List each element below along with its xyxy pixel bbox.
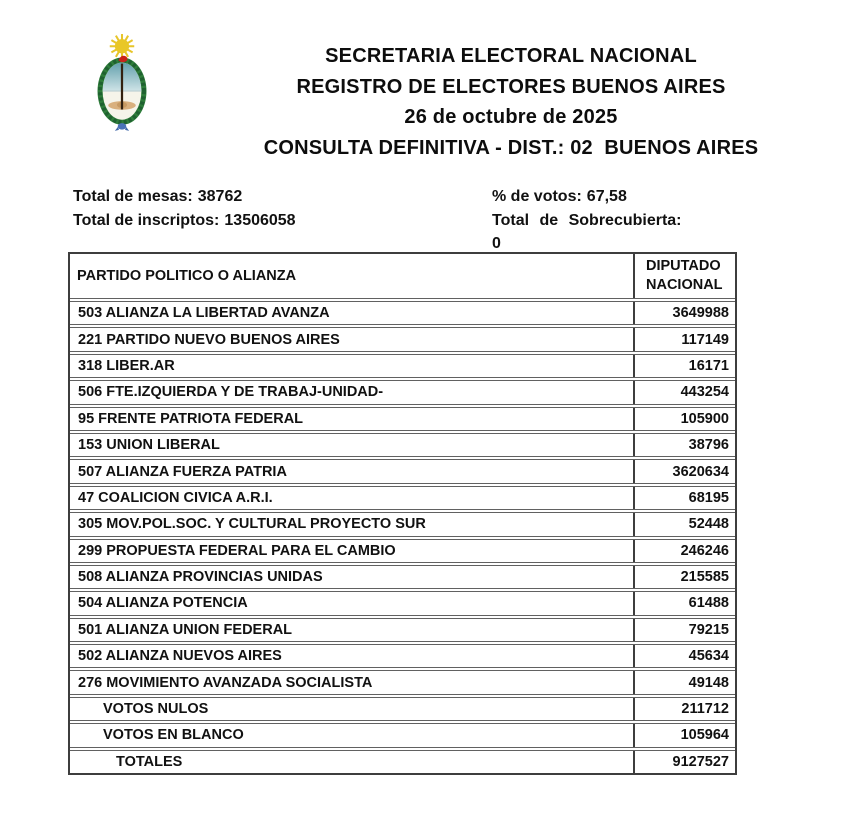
stats-left-column <box>73 185 296 232</box>
stat-votos-pct-value: 67,58 <box>586 188 627 205</box>
party-name-cell: 47 COALICION CIVICA A.R.I. <box>78 489 273 506</box>
votes-count-cell: 45634 <box>633 645 735 667</box>
sun-icon <box>110 34 134 58</box>
column-header-nacional: NACIONAL <box>646 277 723 293</box>
party-name-cell: 276 MOVIMIENTO AVANZADA SOCIALISTA <box>78 674 373 691</box>
table-row <box>70 562 735 588</box>
table-row <box>70 694 735 720</box>
stat-total-inscriptos <box>73 209 296 233</box>
party-name-cell: 305 MOV.POL.SOC. Y CULTURAL PROYECTO SUR <box>78 516 426 533</box>
votes-count-cell: 38796 <box>633 434 735 456</box>
stat-total-mesas-label: Total de mesas: <box>73 188 193 205</box>
table-row <box>70 324 735 350</box>
party-name-cell: VOTOS EN BLANCO <box>103 727 244 744</box>
party-name-cell: 221 PARTIDO NUEVO BUENOS AIRES <box>78 331 340 348</box>
party-name-cell: 502 ALIANZA NUEVOS AIRES <box>78 648 282 665</box>
stat-total-mesas <box>73 185 296 209</box>
votes-count-cell: 61488 <box>633 592 735 614</box>
table-row <box>70 404 735 430</box>
table-row <box>70 615 735 641</box>
votes-count-cell: 68195 <box>633 487 735 509</box>
votes-count-cell: 105964 <box>633 724 735 746</box>
table-row <box>70 430 735 456</box>
votes-count-cell: 3649988 <box>633 302 735 324</box>
party-name-cell: 95 FRENTE PATRIOTA FEDERAL <box>78 410 304 427</box>
party-name-cell: 153 UNION LIBERAL <box>78 437 220 454</box>
stat-sobrecubierta-label: Total de Sobrecubierta: <box>492 211 682 229</box>
votes-count-cell: 79215 <box>633 619 735 641</box>
votes-count-cell: 9127527 <box>633 751 735 773</box>
table-row <box>70 588 735 614</box>
votes-count-cell: 215585 <box>633 566 735 588</box>
table-row <box>70 747 735 773</box>
title-consulta: CONSULTA DEFINITIVA - DIST.: 02 BUENOS AIRES <box>263 136 759 159</box>
table-row <box>70 509 735 535</box>
stat-total-mesas-value: 38762 <box>197 188 243 205</box>
votes-count-cell: 52448 <box>633 513 735 535</box>
table-row <box>70 667 735 693</box>
table-row <box>70 720 735 746</box>
coat-of-arms-graphic <box>89 33 155 135</box>
column-header-diputado: DIPUTADO <box>646 258 721 274</box>
stat-total-inscriptos-value: 13506058 <box>224 211 296 229</box>
votes-count-cell: 49148 <box>633 671 735 693</box>
stats-right-column <box>492 185 752 256</box>
party-name-cell: VOTOS NULOS <box>103 701 209 718</box>
party-name-cell: 507 ALIANZA FUERZA PATRIA <box>78 463 287 480</box>
party-name-cell: 508 ALIANZA PROVINCIAS UNIDAS <box>78 569 323 586</box>
party-name-cell: 504 ALIANZA POTENCIA <box>78 595 248 612</box>
stat-votos-pct-label: % de votos: <box>492 188 582 205</box>
votes-count-cell: 246246 <box>633 540 735 562</box>
votes-count-cell: 3620634 <box>633 460 735 482</box>
table-row <box>70 483 735 509</box>
table-header-row <box>70 254 735 298</box>
table-row <box>70 536 735 562</box>
votes-count-cell: 117149 <box>633 328 735 350</box>
votes-count-cell: 16171 <box>633 355 735 377</box>
title-secretaria: SECRETARIA ELECTORAL NACIONAL <box>325 45 697 67</box>
votes-count-cell: 105900 <box>633 408 735 430</box>
stat-votos-pct <box>492 185 752 209</box>
title-date: 26 de octubre de 2025 <box>404 106 618 128</box>
ribbon-bow-icon <box>115 123 129 131</box>
table-row <box>70 641 735 667</box>
party-name-cell: 501 ALIANZA UNION FEDERAL <box>78 621 293 638</box>
column-header-diputado-nacional <box>633 254 735 298</box>
votes-count-cell: 443254 <box>633 381 735 403</box>
table-row <box>70 298 735 324</box>
table-row <box>70 456 735 482</box>
column-header-party: PARTIDO POLITICO O ALIANZA <box>77 268 297 284</box>
party-name-cell: TOTALES <box>116 753 183 770</box>
table-body <box>70 298 735 773</box>
argentina-coat-of-arms <box>89 33 155 135</box>
document-header <box>181 41 841 163</box>
stat-total-inscriptos-label: Total de inscriptos: <box>73 211 220 229</box>
title-registro: REGISTRO DE ELECTORES BUENOS AIRES <box>296 75 726 98</box>
party-name-cell: 506 FTE.IZQUIERDA Y DE TRABAJ-UNIDAD- <box>78 384 384 401</box>
stat-sobrecubierta-value: 0 <box>492 235 501 252</box>
party-name-cell: 318 LIBER.AR <box>78 357 175 374</box>
party-name-cell: 503 ALIANZA LA LIBERTAD AVANZA <box>78 305 330 322</box>
table-row <box>70 351 735 377</box>
table-row <box>70 377 735 403</box>
party-name-cell: 299 PROPUESTA FEDERAL PARA EL CAMBIO <box>78 542 396 559</box>
votes-count-cell: 211712 <box>633 698 735 720</box>
results-table <box>68 252 737 775</box>
